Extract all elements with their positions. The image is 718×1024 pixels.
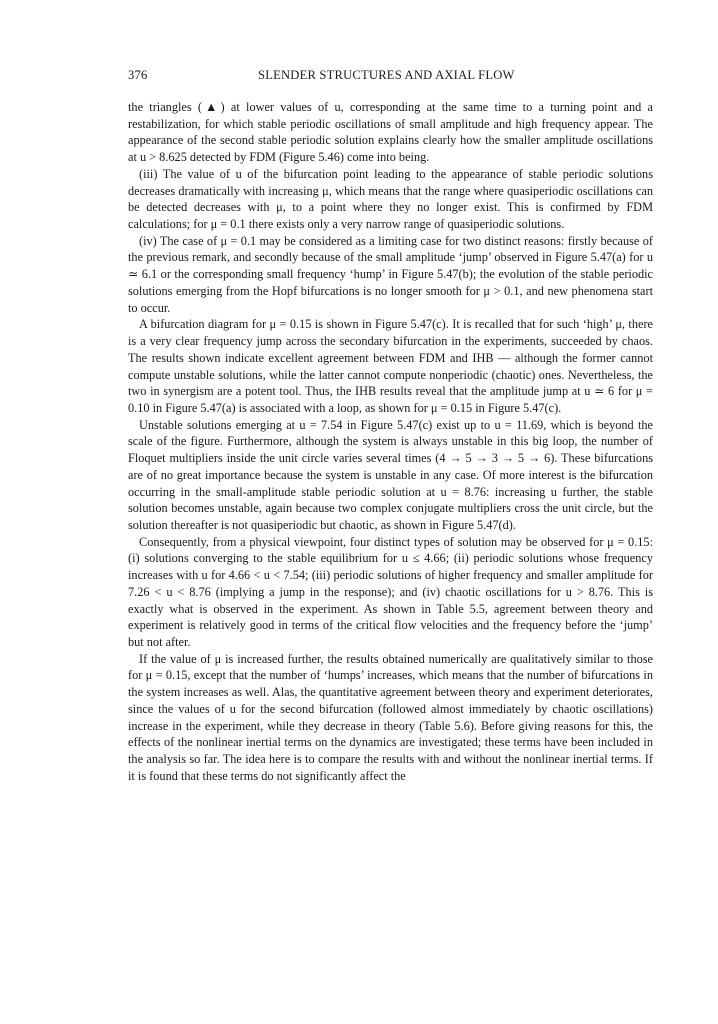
paragraph-point-iv: (iv) The case of μ = 0.1 may be considered as a limiting case for two distinct reasons: firstly because of the previous remark, and secondly because of the small amplitude ‘jump’ observed in Figure 5.47(a) for u ≃ 6.1 or the corresponding small frequency ‘hump’ in Figure 5.47(b); the evolution of the stable periodic solutions emerging from the Hopf bifurcations is no longer smooth for μ > 0.1, and new phenomena start to occur. (128, 233, 653, 315)
running-title: SLENDER STRUCTURES AND AXIAL FLOW (258, 68, 515, 82)
paragraph-point-iii: (iii) The value of u of the bifurcation point leading to the appearance of stable periodic solutions decreases dramatically with increasing μ, which means that the range where quasiperiodic oscillations can be detected decreases with μ, to a point where they no longer exist. This is confirmed by FDM calculations; for μ = 0.1 there exists only a very narrow range of quasiperiodic solutions. (128, 166, 653, 232)
page-number: 376 (128, 68, 148, 82)
paragraph-continuation: the triangles (▲) at lower values of u, corresponding at the same time to a turning point and a restabilization, for which stable periodic oscillations of small amplitude and high frequency appear. The appearance of the second stable periodic solution explains clearly how the smaller amplitude oscillations at u > 8.625 detected by FDM (Figure 5.46) come into being. (128, 100, 653, 165)
paragraph-solution-types: Consequently, from a physical viewpoint, four distinct types of solution may be observed for μ = 0.15: (i) solutions converging to the stable equilibrium for u ≤ 4.66; (ii) periodic solutions whose frequency increases with u for 4.66 < u < 7.54; (iii) periodic solutions of higher frequency and smaller amplitude for 7.26 < u < 8.76 (implying a jump in the response); and (iv) chaotic oscillations for u > 8.76. This is exactly what is observed in the experiment. As shown in Table 5.5, agreement between theory and experiment is relatively good in terms of the critical flow velocities and the frequency before the ‘jump’ but not after. (128, 534, 653, 649)
paragraph-bifurcation-diagram: A bifurcation diagram for μ = 0.15 is shown in Figure 5.47(c). It is recalled that for such ‘high’ μ, there is a very clear frequency jump across the secondary bifurcation in the experiments, succeeded by chaos. The results shown indicate excellent agreement between FDM and IHB — although the former cannot compute unstable solutions, while the latter cannot compute nonperiodic (chaotic) ones. Nevertheless, the two in synergism are a potent tool. Thus, the IHB results reveal that the amplitude jump at u ≃ 6 for μ = 0.10 in Figure 5.47(a) is associated with a loop, as shown for μ = 0.15 in Figure 5.47(c). (128, 317, 653, 415)
body-text (128, 99, 653, 784)
paragraph-higher-mu: If the value of μ is increased further, the results obtained numerically are qualitatively similar to those for μ = 0.15, except that the number of ‘humps’ increases, which means that the number of bifurcations in the system increases as well. Alas, the quantitative agreement between theory and experiment deteriorates, since the values of u for the second bifurcation (followed almost immediately by chaotic oscillations) increase in the experiment, while they decrease in theory (Table 5.6). Before giving reasons for this, the effects of the nonlinear inertial terms on the dynamics are investigated; these terms have been included in the analysis so far. The idea here is to compare the results with and without the nonlinear inertial terms. If it is found that these terms do not significantly affect the (128, 651, 653, 783)
paragraph-unstable-solutions: Unstable solutions emerging at u = 7.54 in Figure 5.47(c) exist up to u = 11.69, which is beyond the scale of the figure. Furthermore, although the system is always unstable in this big loop, the number of Floquet multipliers inside the unit circle varies several times (4 → 5 → 3 → 5 → 6). These bifurcations are of no great importance because the system is unstable in any case. Of more interest is the bifurcation occurring in the small-amplitude stable periodic solution at u = 8.76: increasing u further, the stable solution becomes unstable, again because two complex conjugate multipliers cross the unit circle, but the solution thereafter is not quasiperiodic but chaotic, as shown in Figure 5.47(d). (128, 417, 653, 532)
page-header (128, 68, 668, 86)
